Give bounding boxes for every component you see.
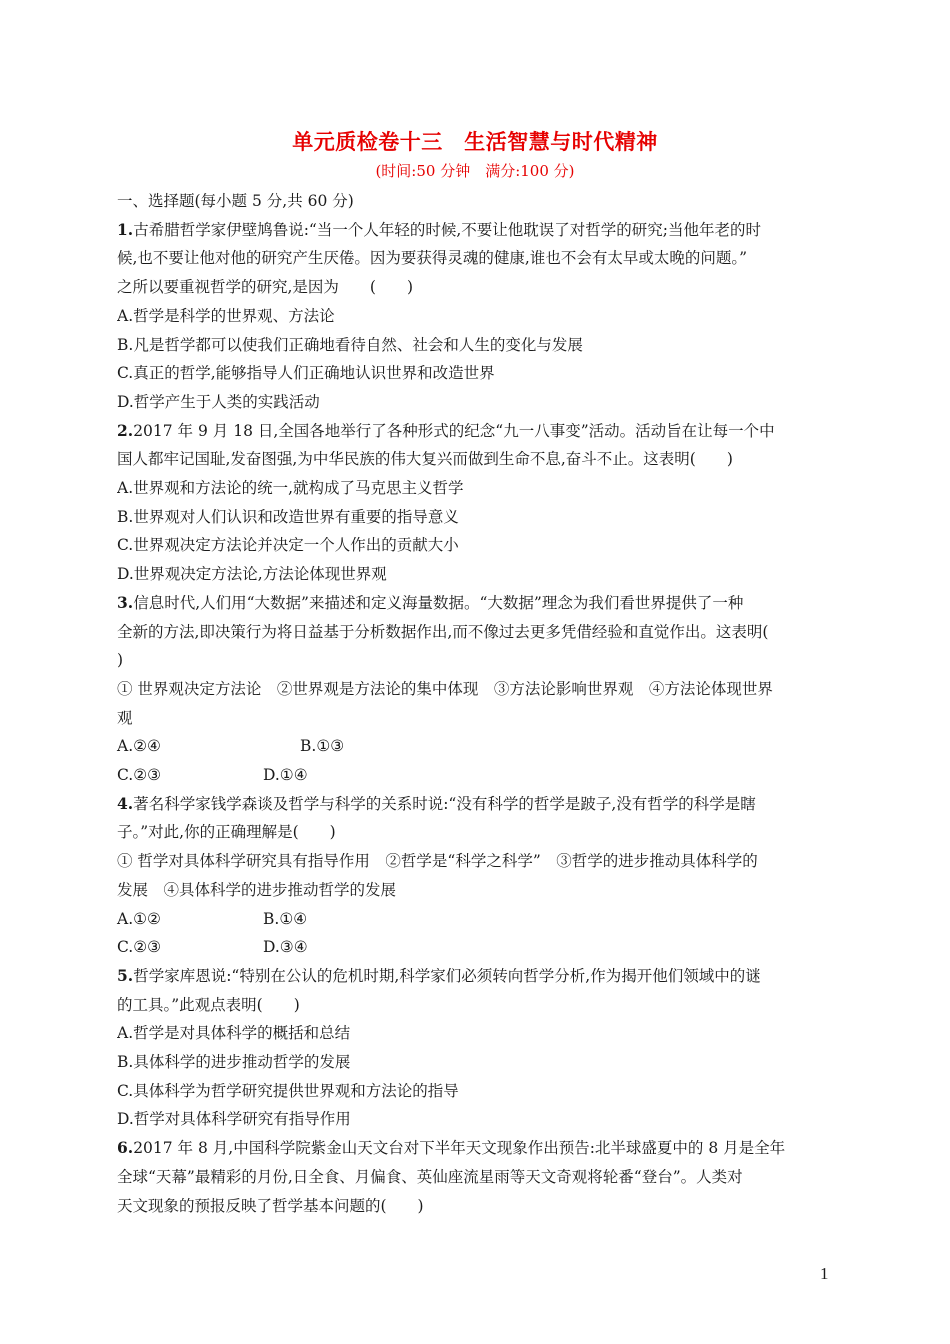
question-text: 全球“天幕”最精彩的月份,日全食、月偏食、英仙座流星雨等天文奇观将轮番“登台”。人类对 — [117, 1167, 743, 1186]
statement-list: 发展 ④具体科学的进步推动哲学的发展 — [117, 880, 397, 899]
question-1 — [117, 216, 835, 417]
option-a: A.世界观和方法论的统一,就构成了马克思主义哲学 — [117, 479, 464, 498]
option-b: B.①④ — [263, 909, 308, 928]
option-d: D.世界观决定方法论,方法论体现世界观 — [117, 565, 387, 584]
question-text: 天文现象的预报反映了哲学基本问题的( ) — [117, 1196, 424, 1215]
question-number: 4. — [117, 793, 134, 813]
option-a: A.①② — [117, 909, 161, 928]
option-a: A.哲学是对具体科学的概括和总结 — [117, 1024, 351, 1043]
question-text: 哲学家库恩说:“特别在公认的危机时期,科学家们必须转向哲学分析,作为揭开他们领域中的谜 — [133, 966, 761, 985]
question-4 — [117, 790, 835, 962]
option-d: D.①④ — [263, 766, 308, 785]
question-text: ) — [117, 651, 124, 670]
option-c: C.世界观决定方法论并决定一个人作出的贡献大小 — [117, 536, 459, 555]
option-d: D.③④ — [263, 938, 308, 957]
question-text: 国人都牢记国耻,发奋图强,为中华民族的伟大复兴而做到生命不息,奋斗不止。这表明( ) — [117, 450, 733, 469]
question-list — [117, 187, 835, 1220]
statement-list: 观 — [117, 708, 133, 727]
option-c: C.真正的哲学,能够指导人们正确地认识世界和改造世界 — [117, 364, 495, 383]
question-text: 2017 年 8 月,中国科学院紫金山天文台对下半年天文现象作出预告:北半球盛夏中的 8 月是全年 — [133, 1139, 786, 1158]
option-c: C.②③ — [117, 766, 162, 785]
question-text: 2017 年 9 月 18 日,全国各地举行了各种形式的纪念“九一八事变”活动。活动旨在让每一个中 — [133, 421, 775, 440]
question-text: 全新的方法,即决策行为将日益基于分析数据作出,而不像过去更多凭借经验和直觉作出。这表明( — [117, 622, 769, 641]
question-text: 信息时代,人们用“大数据”来描述和定义海量数据。“大数据”理念为我们看世界提供了一种 — [133, 593, 744, 612]
question-text: 子。”对此,你的正确理解是( ) — [117, 823, 336, 842]
statement-list: ① 哲学对具体科学研究具有指导作用 ②哲学是“科学之科学” ③哲学的进步推动具体科学的 — [117, 852, 758, 871]
option-a: A.哲学是科学的世界观、方法论 — [117, 306, 335, 325]
choice-row — [117, 933, 835, 962]
option-b: B.世界观对人们认识和改造世界有重要的指导意义 — [117, 507, 459, 526]
option-d: D.哲学对具体科学研究有指导作用 — [117, 1110, 351, 1129]
question-text: 的工具。”此观点表明( ) — [117, 995, 300, 1014]
statement-list: ① 世界观决定方法论 ②世界观是方法论的集中体现 ③方法论影响世界观 ④方法论体现世界 — [117, 679, 773, 698]
question-number: 2. — [117, 420, 134, 440]
question-number: 5. — [117, 965, 134, 985]
option-c: C.②③ — [117, 938, 162, 957]
exam-info: (时间:50 分钟 满分:100 分) — [375, 162, 575, 180]
question-3 — [117, 589, 835, 790]
option-b: B.具体科学的进步推动哲学的发展 — [117, 1053, 351, 1072]
question-2 — [117, 417, 835, 589]
question-number: 1. — [117, 219, 134, 239]
page-title: 单元质检卷十三 生活智慧与时代精神 — [292, 129, 658, 154]
option-c: C.具体科学为哲学研究提供世界观和方法论的指导 — [117, 1081, 459, 1100]
section-heading: 一、选择题(每小题 5 分,共 60 分) — [117, 192, 354, 210]
question-text: 之所以要重视哲学的研究,是因为 ( ) — [117, 278, 414, 297]
choice-row — [117, 905, 835, 934]
option-a: A.②④ — [117, 737, 161, 756]
question-text: 候,也不要让他对他的研究产生厌倦。因为要获得灵魂的健康,谁也不会有太早或太晚的问题。” — [117, 249, 748, 268]
choice-row — [117, 761, 835, 790]
question-number: 3. — [117, 592, 134, 612]
option-d: D.哲学产生于人类的实践活动 — [117, 392, 320, 411]
question-text: 著名科学家钱学森谈及哲学与科学的关系时说:“没有科学的哲学是跛子,没有哲学的科学是瞎 — [133, 794, 756, 813]
page-number: 1 — [820, 1264, 829, 1283]
question-text: 古希腊哲学家伊壁鸠鲁说:“当一个人年轻的时候,不要让他耽误了对哲学的研究;当他年老的时 — [133, 220, 761, 239]
question-number: 6. — [117, 1138, 134, 1158]
option-b: B.凡是哲学都可以使我们正确地看待自然、社会和人生的变化与发展 — [117, 335, 583, 354]
question-5 — [117, 962, 835, 1134]
choice-row — [117, 732, 835, 761]
question-6 — [117, 1134, 835, 1220]
option-b: B.①③ — [300, 737, 345, 756]
